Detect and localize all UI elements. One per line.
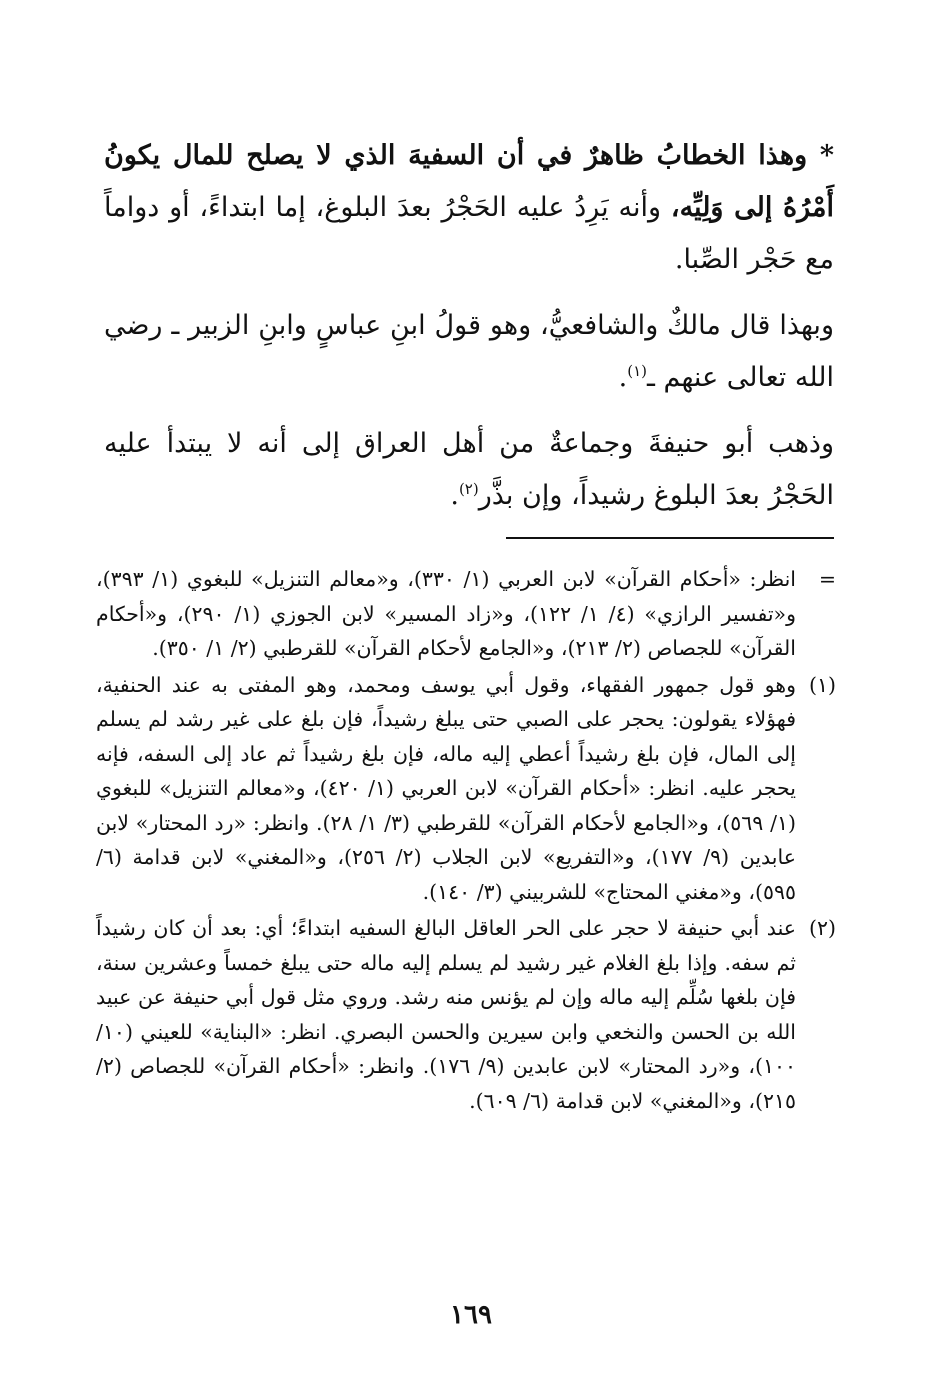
paragraph-2: [104, 300, 834, 404]
paragraph-1: [104, 130, 834, 286]
paragraph-1-bold-lead: * وهذا الخطابُ ظاهرٌ في أن السفيهَ الذي لا يصلح للمال يكونُ أَمْرُهُ إلى وَلِيِّه،: [104, 140, 834, 223]
footnote-divider: [506, 537, 834, 539]
footnotes: [96, 562, 836, 1120]
footnote-marker: =: [818, 567, 836, 591]
footnote-text: وهو قول جمهور الفقهاء، وقول أبي يوسف ومحمد، وهو المفتى به عند الحنفية، فهؤلاء يقولون: يحجر على الصبي حتى يبلغ رشيداً، فإن بلغ على غير رشد لم يسلم إلى المال، فإن بلغ رشيداً أعطي إليه ماله، فإن بلغ رشيداً ثم عاد إلى السفه، فإنه يحجر عليه. انظر: «أحكام القرآن» لابن العربي (١/ ٤٢٠)، و«معالم التنزيل» للبغوي (١/ ٥٦٩)، و«الجامع لأحكام القرآن» للقرطبي (٣/ ١/ ٢٨). وانظر: «رد المحتار» لابن عابدين (٩/ ١٧٧)، و«التفريع» لابن الجلاب (٢/ ٢٥٦)، و«المغني» لابن قدامة (٦/ ٥٩٥)، و«مغني المحتاج» للشربيني (٣/ ١٤٠).: [96, 672, 796, 904]
footnote-ref-2[interactable]: (٢): [458, 480, 479, 498]
paragraph-2-end: .: [618, 362, 628, 393]
footnote-text: عند أبي حنيفة لا حجر على الحر العاقل البالغ السفيه ابتداءً؛ أي: بعد أن كان رشيداً ثم سفه. وإذا بلغ الغلام غير رشيد لم يسلم إليه ماله حتى يبلغ خمساً وعشرين سنة، فإن بلغها سُلِّم إليه ماله وإن لم يؤنس منه رشد. وروي مثل قول أبي حنيفة عن عبيد الله بن الحسن والنخعي وابن سيرين والحسن البصري. انظر: «البناية» للعيني (١٠/ ١٠٠)، و«رد المحتار» لابن عابدين (٩/ ١٧٦). وانظر: «أحكام القرآن» للجصاص (٢/ ٢١٥)، و«المغني» لابن قدامة (٦/ ٦٠٩).: [96, 916, 797, 1113]
paragraph-3-text: وذهب أبو حنيفةَ وجماعةٌ من أهل العراق إلى أنه لا يبتدأ عليه الحَجْرُ بعدَ البلوغ رشيداً، وإن بذَّر: [104, 428, 834, 511]
paragraph-3-end: .: [450, 480, 459, 511]
footnote-continuation: [96, 562, 836, 666]
footnote-text: انظر: «أحكام القرآن» لابن العربي (١/ ٣٣٠)، و«معالم التنزيل» للبغوي (١/ ٣٩٣)، و«تفسير الرازي» (٤/ ١/ ١٢٢)، و«زاد المسير» لابن الجوزي (١/ ٢٩٠)، و«أحكام القرآن» للجصاص (٢/ ٢١٣)، و«الجامع لأحكام القرآن» للقرطبي (٢/ ١/ ٣٥٠).: [96, 567, 796, 660]
paragraph-3: [104, 418, 834, 522]
footnote-marker: (٢): [808, 916, 836, 940]
footnote-1: [96, 668, 836, 910]
paragraph-2-text: وبهذا قال مالكٌ والشافعيُّ، وهو قولُ ابنِ عباسٍ وابنِ الزبير ـ رضي الله تعالى عنهم ـ: [104, 310, 834, 393]
footnote-ref-1[interactable]: (١): [627, 362, 648, 380]
footnote-marker: (١): [808, 672, 836, 697]
footnote-2: [96, 911, 836, 1118]
page-number: ١٦٩: [450, 1300, 492, 1330]
paragraph-1-text: وأنه يَرِدُ عليه الحَجْرُ بعدَ البلوغ، إما ابتداءً، أو دواماً مع حَجْر الصِّبا.: [104, 192, 834, 275]
